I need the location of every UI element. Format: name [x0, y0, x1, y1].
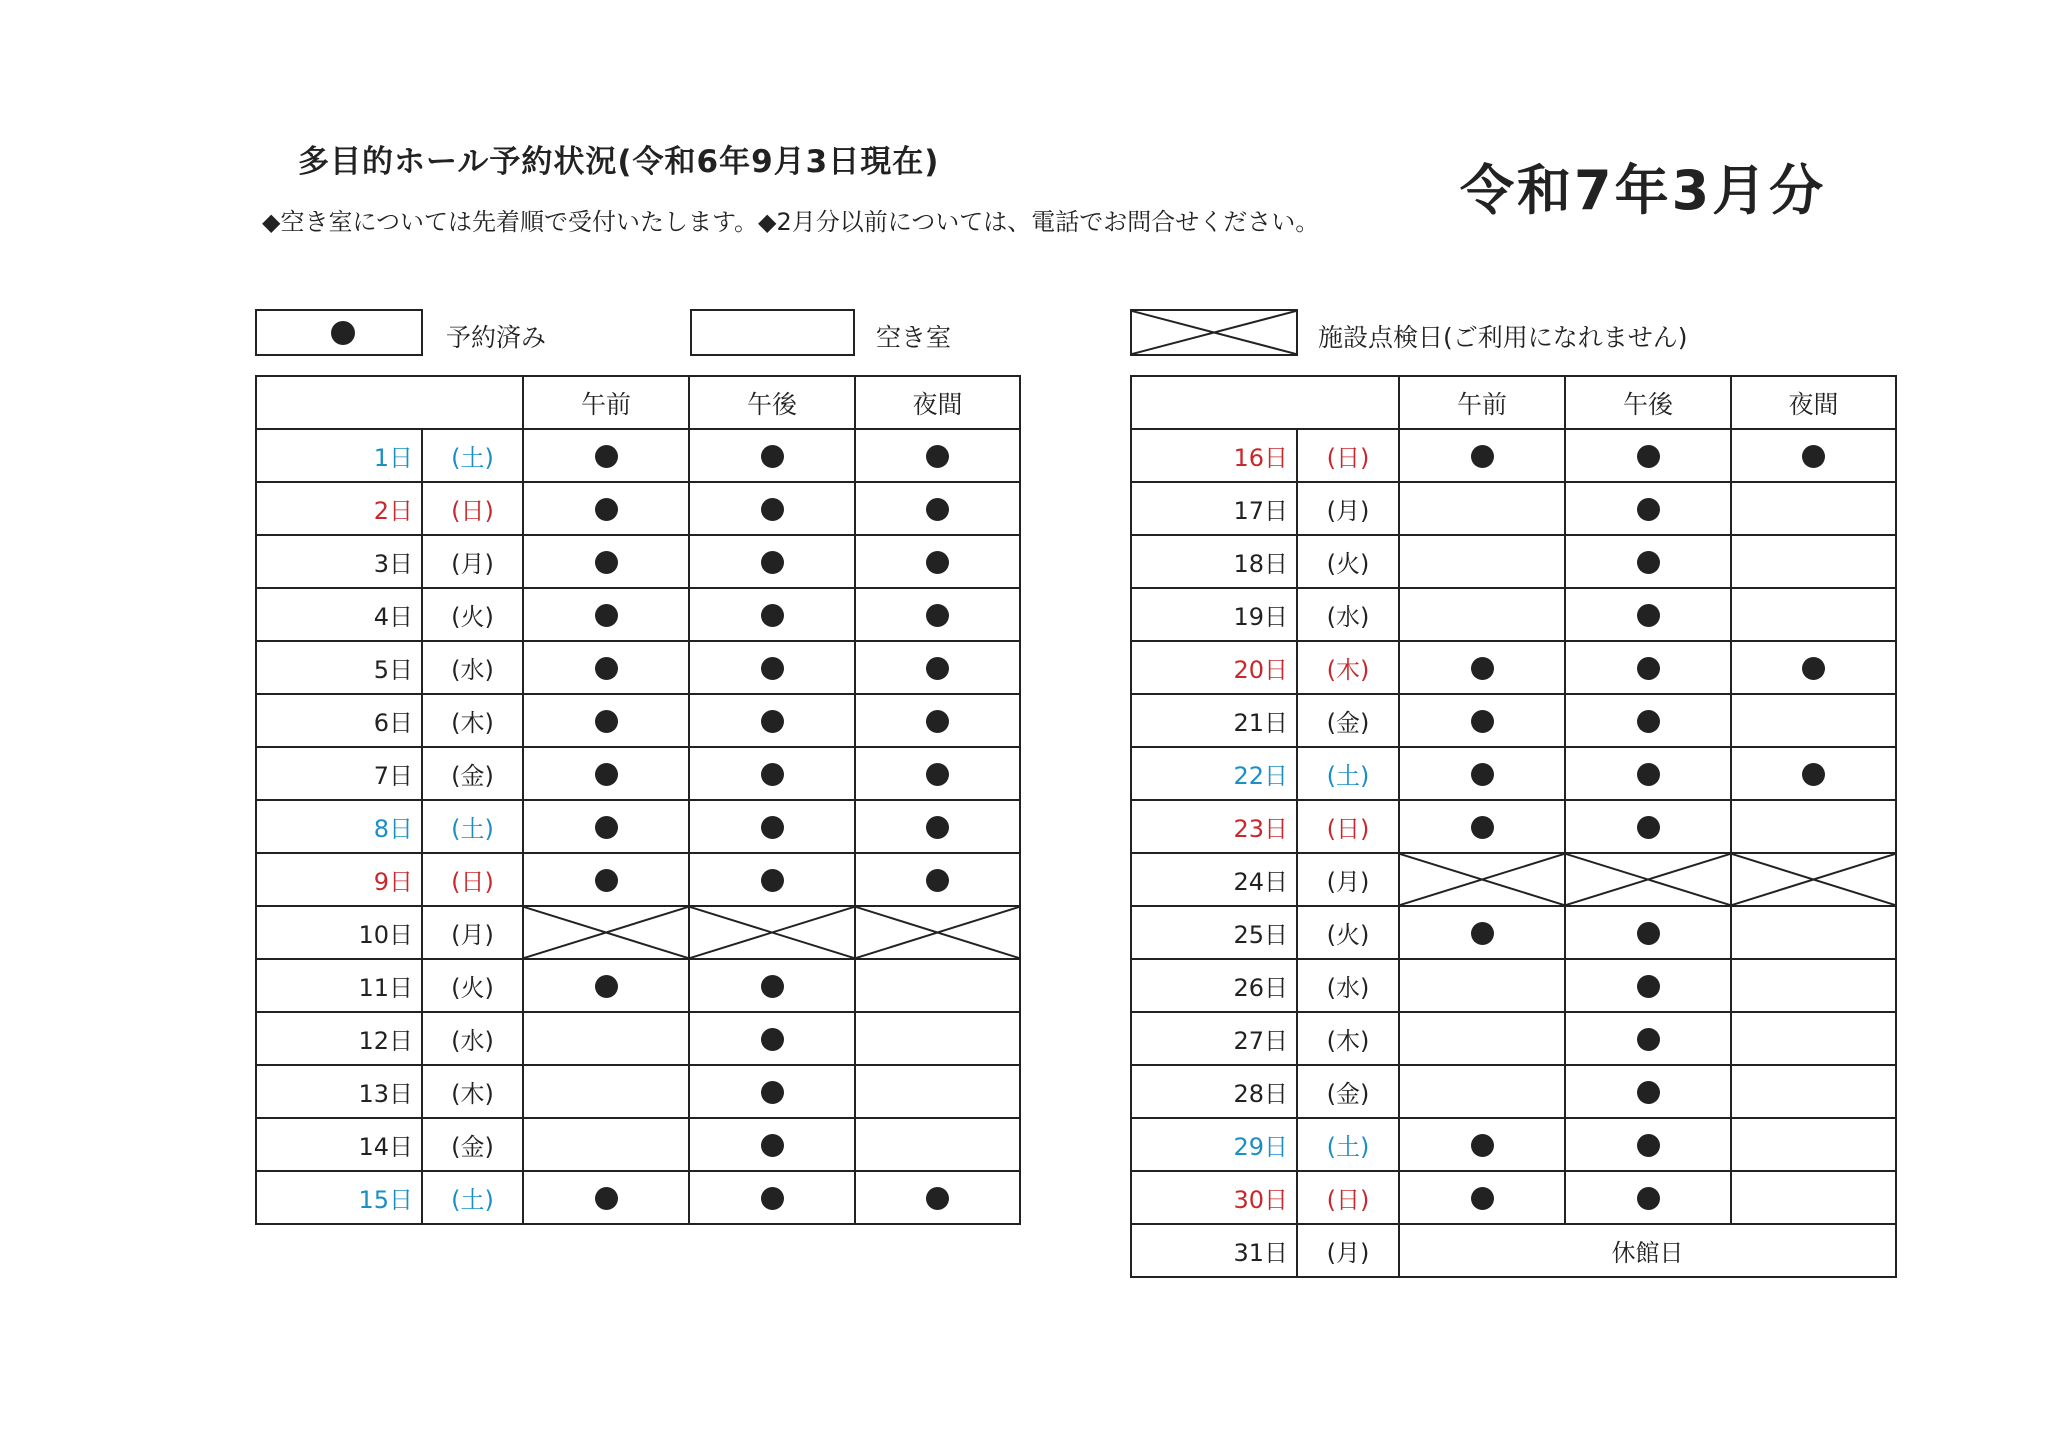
- date-cell: 15日: [256, 1171, 422, 1224]
- booked-dot-icon: [1637, 763, 1660, 786]
- booked-dot-icon: [926, 445, 949, 468]
- booked-dot-icon: [331, 321, 355, 345]
- table-row: [1131, 641, 1896, 694]
- pm-slot: [689, 1065, 855, 1118]
- booked-dot-icon: [1471, 1134, 1494, 1157]
- night-slot: [1731, 429, 1896, 482]
- date-cell: 17日: [1131, 482, 1297, 535]
- booked-dot-icon: [1637, 1187, 1660, 1210]
- weekday-cell: (金): [422, 1118, 523, 1171]
- booked-dot-icon: [761, 975, 784, 998]
- table-row: [256, 1065, 1020, 1118]
- night-slot: [855, 1118, 1020, 1171]
- am-slot: [523, 482, 689, 535]
- date-cell: 11日: [256, 959, 422, 1012]
- weekday-cell: (土): [422, 429, 523, 482]
- table-row: [256, 853, 1020, 906]
- pm-slot: [1565, 535, 1731, 588]
- am-slot: [523, 694, 689, 747]
- cross-icon: [1132, 311, 1296, 354]
- am-slot: [1399, 959, 1565, 1012]
- legend-inspection-label: 施設点検日(ご利用になれません): [1318, 323, 1688, 352]
- booked-dot-icon: [1471, 816, 1494, 839]
- weekday-cell: (金): [422, 747, 523, 800]
- booked-dot-icon: [1637, 1134, 1660, 1157]
- night-slot: [1731, 853, 1896, 906]
- weekday-cell: (水): [422, 641, 523, 694]
- weekday-cell: (月): [1297, 1224, 1399, 1277]
- schedule-table-right: [1130, 375, 1897, 1278]
- booked-dot-icon: [926, 551, 949, 574]
- booked-dot-icon: [761, 1081, 784, 1104]
- night-slot: [1731, 482, 1896, 535]
- table-row: [256, 694, 1020, 747]
- date-cell: 31日: [1131, 1224, 1297, 1277]
- weekday-cell: (月): [1297, 482, 1399, 535]
- am-slot: [1399, 747, 1565, 800]
- pm-slot: [1565, 641, 1731, 694]
- booked-dot-icon: [595, 1187, 618, 1210]
- booked-dot-icon: [1802, 763, 1825, 786]
- header-corner: [256, 376, 523, 429]
- booked-dot-icon: [926, 710, 949, 733]
- weekday-cell: (金): [1297, 1065, 1399, 1118]
- table-row: [256, 1012, 1020, 1065]
- weekday-cell: (日): [422, 853, 523, 906]
- booked-dot-icon: [1637, 604, 1660, 627]
- date-cell: 24日: [1131, 853, 1297, 906]
- weekday-cell: (木): [1297, 641, 1399, 694]
- table-row: [256, 482, 1020, 535]
- legend-inspection-box: [1130, 309, 1298, 356]
- night-slot: [1731, 906, 1896, 959]
- booked-dot-icon: [595, 975, 618, 998]
- booked-dot-icon: [1802, 657, 1825, 680]
- am-slot: [1399, 1171, 1565, 1224]
- pm-slot: [1565, 800, 1731, 853]
- table-row: [256, 429, 1020, 482]
- cross-icon: [690, 907, 854, 958]
- booked-dot-icon: [1637, 551, 1660, 574]
- night-slot: [855, 535, 1020, 588]
- pm-slot: [689, 800, 855, 853]
- booked-dot-icon: [761, 1028, 784, 1051]
- booked-dot-icon: [595, 498, 618, 521]
- weekday-cell: (木): [422, 1065, 523, 1118]
- date-cell: 9日: [256, 853, 422, 906]
- date-cell: 13日: [256, 1065, 422, 1118]
- weekday-cell: (月): [422, 535, 523, 588]
- booked-dot-icon: [926, 816, 949, 839]
- date-cell: 12日: [256, 1012, 422, 1065]
- booked-dot-icon: [1637, 657, 1660, 680]
- weekday-cell: (日): [422, 482, 523, 535]
- cross-icon: [1400, 854, 1564, 905]
- booked-dot-icon: [761, 1134, 784, 1157]
- date-cell: 3日: [256, 535, 422, 588]
- booked-dot-icon: [1637, 710, 1660, 733]
- weekday-cell: (火): [1297, 906, 1399, 959]
- am-slot: [1399, 482, 1565, 535]
- night-slot: [1731, 535, 1896, 588]
- legend-booked-box: [255, 309, 423, 356]
- date-cell: 26日: [1131, 959, 1297, 1012]
- am-slot: [1399, 641, 1565, 694]
- am-slot: [1399, 1065, 1565, 1118]
- pm-slot: [689, 1012, 855, 1065]
- notice-text: ◆空き室については先着順で受付いたします。◆2月分以前については、電話でお問合せください。: [262, 208, 1320, 236]
- date-cell: 25日: [1131, 906, 1297, 959]
- table-row: [1131, 694, 1896, 747]
- closed-cell: 休館日: [1399, 1224, 1896, 1277]
- am-slot: [523, 1012, 689, 1065]
- booked-dot-icon: [595, 657, 618, 680]
- table-row: [256, 800, 1020, 853]
- booked-dot-icon: [1637, 445, 1660, 468]
- am-slot: [1399, 800, 1565, 853]
- booked-dot-icon: [595, 604, 618, 627]
- pm-slot: [689, 535, 855, 588]
- date-cell: 10日: [256, 906, 422, 959]
- table-row: [1131, 482, 1896, 535]
- booked-dot-icon: [1637, 816, 1660, 839]
- booked-dot-icon: [1471, 763, 1494, 786]
- table-row: [1131, 588, 1896, 641]
- weekday-cell: (水): [1297, 959, 1399, 1012]
- night-slot: [1731, 1065, 1896, 1118]
- weekday-cell: (土): [1297, 747, 1399, 800]
- booked-dot-icon: [926, 1187, 949, 1210]
- booked-dot-icon: [761, 763, 784, 786]
- night-slot: [855, 800, 1020, 853]
- table-row: [256, 1118, 1020, 1171]
- pm-slot: [689, 1118, 855, 1171]
- night-slot: [1731, 694, 1896, 747]
- pm-slot: [1565, 853, 1731, 906]
- weekday-cell: (日): [1297, 1171, 1399, 1224]
- pm-slot: [689, 694, 855, 747]
- booked-dot-icon: [926, 604, 949, 627]
- legend-vacant-box: [690, 309, 855, 356]
- table-row: [1131, 906, 1896, 959]
- am-slot: [523, 1118, 689, 1171]
- weekday-cell: (火): [422, 959, 523, 1012]
- table-row: [1131, 747, 1896, 800]
- weekday-cell: (火): [422, 588, 523, 641]
- pm-slot: [1565, 429, 1731, 482]
- night-slot: [1731, 747, 1896, 800]
- weekday-cell: (木): [422, 694, 523, 747]
- cross-icon: [524, 907, 688, 958]
- night-slot: [855, 641, 1020, 694]
- date-cell: 27日: [1131, 1012, 1297, 1065]
- night-slot: [855, 959, 1020, 1012]
- night-slot: [1731, 641, 1896, 694]
- table-row: [256, 747, 1020, 800]
- pm-slot: [689, 959, 855, 1012]
- date-cell: 14日: [256, 1118, 422, 1171]
- table-row: [1131, 1224, 1896, 1277]
- booked-dot-icon: [595, 816, 618, 839]
- am-slot: [1399, 694, 1565, 747]
- booked-dot-icon: [1637, 1081, 1660, 1104]
- booked-dot-icon: [1471, 1187, 1494, 1210]
- weekday-cell: (水): [422, 1012, 523, 1065]
- pm-slot: [1565, 959, 1731, 1012]
- header-am: 午前: [523, 376, 689, 429]
- booked-dot-icon: [761, 869, 784, 892]
- table-row: [256, 588, 1020, 641]
- night-slot: [1731, 588, 1896, 641]
- pm-slot: [689, 1171, 855, 1224]
- am-slot: [523, 535, 689, 588]
- am-slot: [1399, 853, 1565, 906]
- weekday-cell: (月): [1297, 853, 1399, 906]
- header-pm: 午後: [1565, 376, 1731, 429]
- booked-dot-icon: [761, 657, 784, 680]
- booked-dot-icon: [1471, 445, 1494, 468]
- booked-dot-icon: [1637, 1028, 1660, 1051]
- date-cell: 29日: [1131, 1118, 1297, 1171]
- night-slot: [855, 1171, 1020, 1224]
- header-pm: 午後: [689, 376, 855, 429]
- weekday-cell: (月): [422, 906, 523, 959]
- table-row: [256, 959, 1020, 1012]
- pm-slot: [1565, 1118, 1731, 1171]
- am-slot: [523, 1065, 689, 1118]
- page-title: 多目的ホール予約状況(令和6年9月3日現在): [298, 144, 940, 180]
- pm-slot: [1565, 906, 1731, 959]
- booked-dot-icon: [926, 498, 949, 521]
- night-slot: [855, 1065, 1020, 1118]
- table-row: [1131, 535, 1896, 588]
- cross-icon: [1566, 854, 1730, 905]
- night-slot: [1731, 959, 1896, 1012]
- pm-slot: [1565, 1065, 1731, 1118]
- pm-slot: [1565, 694, 1731, 747]
- night-slot: [1731, 1171, 1896, 1224]
- booked-dot-icon: [1802, 445, 1825, 468]
- booked-dot-icon: [926, 869, 949, 892]
- table-row: [1131, 1012, 1896, 1065]
- table-row: [1131, 853, 1896, 906]
- pm-slot: [689, 853, 855, 906]
- booked-dot-icon: [761, 604, 784, 627]
- booked-dot-icon: [1637, 922, 1660, 945]
- table-row: [1131, 1171, 1896, 1224]
- am-slot: [523, 641, 689, 694]
- header-corner: [1131, 376, 1399, 429]
- header-row: [1131, 376, 1896, 429]
- legend-vacant-label: 空き室: [876, 323, 952, 352]
- booked-dot-icon: [926, 657, 949, 680]
- weekday-cell: (水): [1297, 588, 1399, 641]
- schedule-table-left: [255, 375, 1021, 1225]
- date-cell: 1日: [256, 429, 422, 482]
- pm-slot: [689, 482, 855, 535]
- booked-dot-icon: [595, 763, 618, 786]
- cross-icon: [856, 907, 1019, 958]
- booked-dot-icon: [761, 498, 784, 521]
- pm-slot: [689, 906, 855, 959]
- booked-dot-icon: [595, 445, 618, 468]
- booked-dot-icon: [595, 869, 618, 892]
- pm-slot: [689, 588, 855, 641]
- night-slot: [1731, 800, 1896, 853]
- table-row: [1131, 800, 1896, 853]
- booked-dot-icon: [761, 551, 784, 574]
- table-row: [1131, 1065, 1896, 1118]
- weekday-cell: (火): [1297, 535, 1399, 588]
- pm-slot: [1565, 588, 1731, 641]
- night-slot: [855, 429, 1020, 482]
- date-cell: 4日: [256, 588, 422, 641]
- pm-slot: [689, 429, 855, 482]
- pm-slot: [1565, 747, 1731, 800]
- booked-dot-icon: [761, 816, 784, 839]
- legend-booked-label: 予約済み: [446, 323, 547, 352]
- am-slot: [523, 800, 689, 853]
- am-slot: [1399, 588, 1565, 641]
- booked-dot-icon: [761, 1187, 784, 1210]
- pm-slot: [1565, 1012, 1731, 1065]
- table-row: [1131, 1118, 1896, 1171]
- table-row: [256, 641, 1020, 694]
- night-slot: [1731, 1012, 1896, 1065]
- booked-dot-icon: [1471, 710, 1494, 733]
- night-slot: [1731, 1118, 1896, 1171]
- date-cell: 28日: [1131, 1065, 1297, 1118]
- table-row: [256, 1171, 1020, 1224]
- night-slot: [855, 853, 1020, 906]
- table-row: [1131, 429, 1896, 482]
- date-cell: 19日: [1131, 588, 1297, 641]
- booked-dot-icon: [926, 763, 949, 786]
- booked-dot-icon: [761, 710, 784, 733]
- weekday-cell: (土): [1297, 1118, 1399, 1171]
- date-cell: 6日: [256, 694, 422, 747]
- am-slot: [1399, 906, 1565, 959]
- night-slot: [855, 694, 1020, 747]
- am-slot: [523, 1171, 689, 1224]
- weekday-cell: (木): [1297, 1012, 1399, 1065]
- night-slot: [855, 906, 1020, 959]
- weekday-cell: (金): [1297, 694, 1399, 747]
- date-cell: 18日: [1131, 535, 1297, 588]
- date-cell: 23日: [1131, 800, 1297, 853]
- night-slot: [855, 588, 1020, 641]
- table-row: [256, 906, 1020, 959]
- header-row: [256, 376, 1020, 429]
- cross-icon: [1732, 854, 1895, 905]
- weekday-cell: (日): [1297, 429, 1399, 482]
- header-night: 夜間: [855, 376, 1020, 429]
- am-slot: [1399, 535, 1565, 588]
- booked-dot-icon: [1637, 498, 1660, 521]
- pm-slot: [1565, 1171, 1731, 1224]
- night-slot: [855, 747, 1020, 800]
- date-cell: 8日: [256, 800, 422, 853]
- booked-dot-icon: [1471, 657, 1494, 680]
- header-night: 夜間: [1731, 376, 1896, 429]
- am-slot: [1399, 1118, 1565, 1171]
- table-row: [256, 535, 1020, 588]
- am-slot: [523, 959, 689, 1012]
- am-slot: [1399, 1012, 1565, 1065]
- month-heading: 令和7年3月分: [1460, 159, 1827, 222]
- date-cell: 7日: [256, 747, 422, 800]
- am-slot: [523, 747, 689, 800]
- booked-dot-icon: [595, 551, 618, 574]
- night-slot: [855, 1012, 1020, 1065]
- table-row: [1131, 959, 1896, 1012]
- date-cell: 5日: [256, 641, 422, 694]
- header-am: 午前: [1399, 376, 1565, 429]
- am-slot: [1399, 429, 1565, 482]
- am-slot: [523, 429, 689, 482]
- pm-slot: [689, 641, 855, 694]
- pm-slot: [1565, 482, 1731, 535]
- date-cell: 2日: [256, 482, 422, 535]
- date-cell: 20日: [1131, 641, 1297, 694]
- night-slot: [855, 482, 1020, 535]
- date-cell: 22日: [1131, 747, 1297, 800]
- booked-dot-icon: [1637, 975, 1660, 998]
- weekday-cell: (土): [422, 1171, 523, 1224]
- date-cell: 16日: [1131, 429, 1297, 482]
- weekday-cell: (日): [1297, 800, 1399, 853]
- booked-dot-icon: [595, 710, 618, 733]
- pm-slot: [689, 747, 855, 800]
- am-slot: [523, 906, 689, 959]
- date-cell: 30日: [1131, 1171, 1297, 1224]
- am-slot: [523, 853, 689, 906]
- weekday-cell: (土): [422, 800, 523, 853]
- date-cell: 21日: [1131, 694, 1297, 747]
- booked-dot-icon: [761, 445, 784, 468]
- am-slot: [523, 588, 689, 641]
- booked-dot-icon: [1471, 922, 1494, 945]
